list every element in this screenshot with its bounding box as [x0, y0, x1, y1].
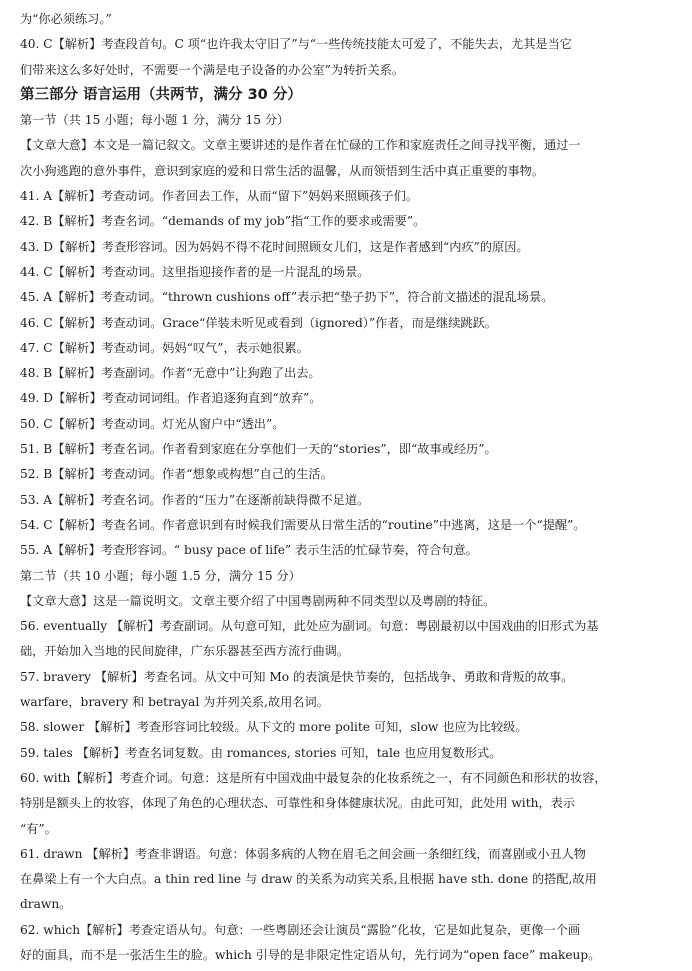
text-line: 43. D【解析】考查形容词。因为妈妈不得不花时间照顾女儿们，这是作者感到“内疚”的原因。 — [20, 239, 529, 254]
text-line: 56. eventually 【解析】考查副词。从句意可知，此处应为副词。句意：粤剧最初以中国戏曲的旧形式为基 — [20, 619, 599, 634]
section-heading: 第三部分 语言运用（共两节，满分 30 分） — [20, 86, 302, 103]
text-line: 62. which【解析】考查定语从句。句意：一些粤剧还会让演员“露脸”化妆，它是如此复杂，更像一个画 — [20, 922, 581, 937]
text-line: drawn。 — [20, 897, 72, 912]
text-line: 特别是额头上的妆容，体现了角色的心理状态、可靠性和身体健康状况。由此可知，此处用 with，表示 — [20, 796, 576, 811]
subsection-heading: 第一节（共 15 小题；每小题 1 分，满分 15 分） — [20, 113, 290, 128]
text-line: 在鼻梁上有一个大白点。a thin red line 与 draw 的关系为动宾关系,且根据 have sth. done 的搭配,故用 — [20, 872, 597, 887]
text-line: 41. A【解析】考查动词。作者回去工作，从而“留下”妈妈来照顾孩子们。 — [20, 189, 418, 204]
subsection-heading: 第二节（共 10 小题；每小题 1.5 分，满分 15 分） — [20, 568, 301, 583]
text-line: 51. B【解析】考查名词。作者看到家庭在分享他们一天的“stories”，即“故事或经历”。 — [20, 442, 497, 457]
text-line: 【文章大意】本文是一篇记叙文。文章主要讲述的是作者在忙碌的工作和家庭责任之间寻找平衡，通过一 — [20, 138, 581, 153]
text-line: 为“你必须练习。” — [20, 12, 112, 26]
text-line: 57. bravery 【解析】考查名词。从文中可知 Mo 的表演是快节奏的，包括战争、勇敢和背叛的故事。 — [20, 669, 574, 684]
text-line: 44. C【解析】考查动词。这里指迎接作者的是一片混乱的场景。 — [20, 264, 370, 279]
text-line: 们带来这么多好处时，不需要一个满是电子设备的办公室”为转折关系。 — [20, 62, 405, 77]
text-line: 42. B【解析】考查名词。“demands of my job”指“工作的要求或需要”。 — [20, 214, 426, 229]
text-line: 49. D【解析】考查动词词组。作者追逐狗直到“放弃”。 — [20, 391, 322, 406]
text-line: 58. slower 【解析】考查形容词比较级。从下文的 more polite 可知，slow 也应为比较级。 — [20, 720, 528, 735]
text-line: 54. C【解析】考查名词。作者意识到有时候我们需要从日常生活的“routine”中逃离，这是一个“提醒”。 — [20, 517, 586, 532]
text-line: 础，开始加入当地的民间旋律，广东乐器甚至西方流行曲调。 — [20, 644, 350, 659]
text-line: 40. C【解析】考查段首句。C 项“也许我太守旧了”与“一些传统技能太可爱了，不能失去，尤其是当它 — [20, 37, 572, 52]
text-line: 59. tales 【解析】考查名词复数。由 romances, stories 可知，tale 也应用复数形式。 — [20, 745, 502, 760]
text-line: 55. A【解析】考查形容词。“ busy pace of life” 表示生活的忙碌节奏，符合句意。 — [20, 543, 478, 558]
text-line: 50. C【解析】考查动词。灯光从窗户中“透出”。 — [20, 416, 285, 431]
text-line: 52. B【解析】考查动词。作者“想象或构想”自己的生活。 — [20, 467, 333, 482]
text-line: 45. A【解析】考查动词。“thrown cushions off”表示把“垫子扔下”，符合前文描述的混乱场景。 — [20, 290, 554, 305]
text-line: 60. with【解析】考查介词。句意：这是所有中国戏曲中最复杂的化妆系统之一，有不同颜色和形状的妆容， — [20, 770, 607, 785]
text-line: 好的面具，而不是一张活生生的脸。which 引导的是非限定性定语从句，先行词为“open face” makeup。 — [20, 947, 601, 962]
text-line: 【文章大意】这是一篇说明文。文章主要介绍了中国粤剧两种不同类型以及粤剧的特征。 — [20, 593, 496, 608]
text-line: 46. C【解析】考查动词。Grace“佯装未听见或看到（ignored）”作者，而是继续跳跃。 — [20, 315, 497, 330]
text-line: 47. C【解析】考查动词。妈妈“叹气”，表示她很累。 — [20, 340, 309, 355]
text-line: 次小狗逃跑的意外事件，意识到家庭的爱和日常生活的温馨，从而领悟到生活中真正重要的事物。 — [20, 163, 545, 178]
text-line: warfare，bravery 和 betrayal 为并列关系,故用名词。 — [20, 695, 329, 710]
text-line: 48. B【解析】考查副词。作者“无意中”让狗跑了出去。 — [20, 366, 321, 381]
text-line: 53. A【解析】考查名词。作者的“压力”在逐渐前缺得微不足道。 — [20, 492, 370, 507]
text-line: 61. drawn 【解析】考查非谓语。句意：体弱多病的人物在眉毛之间会画一条细红线，而喜剧或小丑人物 — [20, 846, 586, 861]
text-line: “有”。 — [20, 821, 57, 836]
